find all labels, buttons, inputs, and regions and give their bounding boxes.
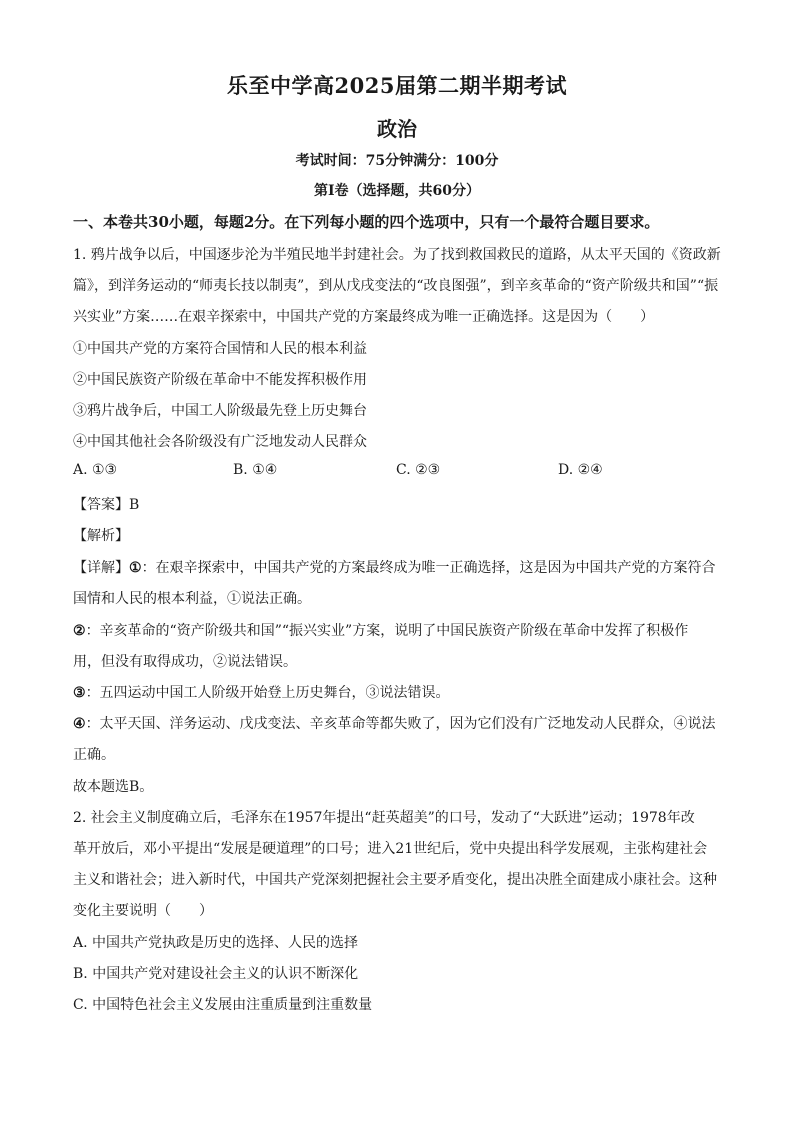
q1-statement-3: ③鸦片战争后，中国工人阶级最先登上历史舞台 [73,403,367,419]
detail-text-6: ：太平天国、洋务运动、戊戌变法、辛亥革命等都失败了，因为它们没有广泛地发动人民群众，④说法 [85,716,716,732]
q1-detail-line-7: 正确。 [73,747,115,763]
q1-detail-line-5 [73,682,450,702]
detail-tag: 【详解】 [73,560,129,576]
q1-statement-2: ②中国民族资产阶级在革命中不能发挥积极作用 [73,372,367,388]
section-instructions: 一、本卷共30小题，每题2分。在下列每小题的四个选项中，只有一个最符合题目要求。 [73,213,660,231]
answer-tag: 【答案】 [73,497,129,513]
detail-mark-4: ④ [73,716,86,732]
answer-value: B [129,497,140,513]
q1-option-a: A. ①③ [73,462,118,478]
q2-stem-line-1: 2. 社会主义制度确立后，毛泽东在1957年提出“赶英超美”的口号，发动了“大跃进”运动；1978年改 [73,810,695,826]
detail-text-5: ：五四运动中国工人阶级开始登上历史舞台，③说法错误。 [85,685,450,701]
q1-option-d: D. ②④ [558,462,603,478]
q1-detail-line-4: 用，但没有取得成功，②说法错误。 [73,654,297,670]
exam-title: 乐至中学高2025届第二期半期考试 [227,73,567,98]
q1-statement-1: ①中国共产党的方案符合国情和人民的根本利益 [73,341,367,357]
q1-option-c: C. ②③ [396,462,441,478]
q2-option-a: A. 中国共产党执政是历史的选择、人民的选择 [73,935,359,951]
q1-analysis-tag: 【解析】 [73,528,129,544]
q1-option-b: B. ①④ [233,462,278,478]
volume-heading: 第Ⅰ卷（选择题，共60分） [313,183,481,199]
detail-mark-2: ② [73,623,86,639]
q1-stem-line-2: 篇》，到洋务运动的“师夷长技以制夷”，到从戊戌变法的“改良图强”，到辛亥革命的“资产阶级共和国”“振 [73,278,719,294]
q1-answer [73,494,139,514]
q2-stem-line-2: 革开放后，邓小平提出“发展是硬道理”的口号；进入21世纪后，党中央提出科学发展观，主张构建社会 [73,841,708,857]
detail-mark-3: ③ [73,685,86,701]
q1-statement-4: ④中国其他社会各阶级没有广泛地发动人民群众 [73,434,367,450]
detail-text-3: ：辛亥革命的“资产阶级共和国”“振兴实业”方案，说明了中国民族资产阶级在革命中发挥了积极作 [85,623,689,639]
q2-stem-line-3: 主义和谐社会；进入新时代，中国共产党深刻把握社会主要矛盾变化，提出决胜全面建成小康社会。这种 [73,872,717,888]
q1-conclusion: 故本题选B。 [73,779,154,795]
q2-stem-line-4: 变化主要说明（ ） [73,903,213,919]
q2-option-c: C. 中国特色社会主义发展由注重质量到注重数量 [73,997,373,1013]
q1-stem-line-3: 兴实业”方案……在艰辛探索中，中国共产党的方案最终成为唯一正确选择。这是因为（ ） [73,309,655,325]
q1-detail-line-2: 国情和人民的根本利益，①说法正确。 [73,591,311,607]
detail-mark-1: ① [129,560,142,576]
q1-stem-line-1: 1. 鸦片战争以后，中国逐步沦为半殖民地半封建社会。为了找到救国救民的道路，从太平天国的《资政新 [73,247,721,263]
q1-detail-line-3 [73,620,688,640]
q2-option-b: B. 中国共产党对建设社会主义的认识不断深化 [73,966,359,982]
subject-title: 政治 [377,117,417,141]
detail-text-1: ：在艰辛探索中，中国共产党的方案最终成为唯一正确选择，这是因为中国共产党的方案符合 [141,560,716,576]
exam-info: 考试时间：75分钟满分：100分 [295,153,499,169]
q1-detail-line-1 [73,557,716,577]
q1-detail-line-6 [73,713,716,733]
